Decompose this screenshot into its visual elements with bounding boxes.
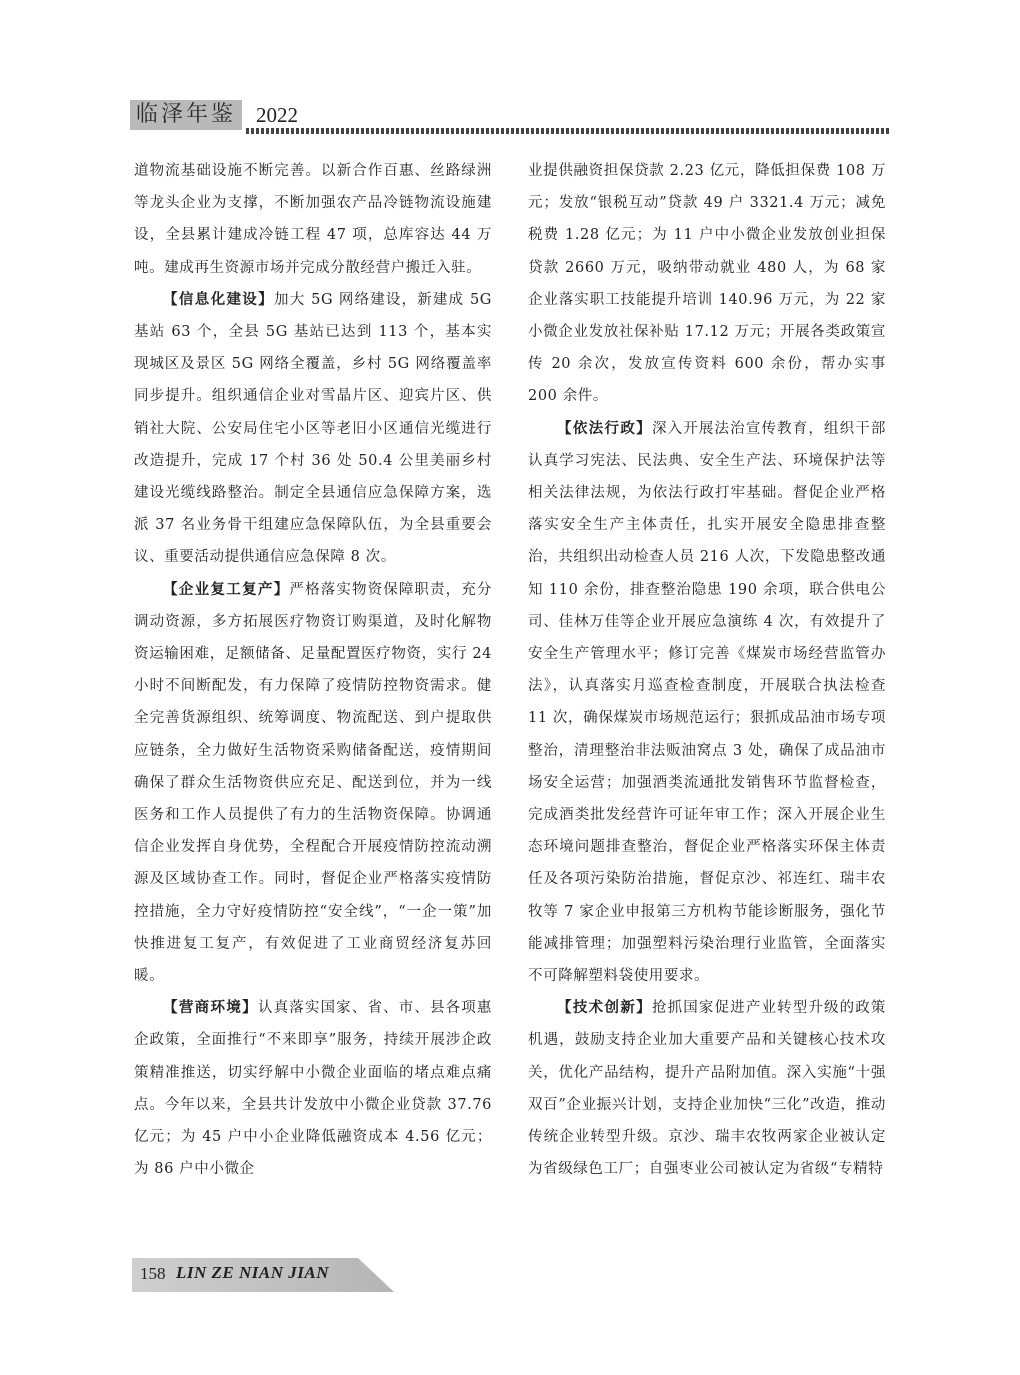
page-header: [130, 98, 890, 138]
section-heading-informatization: 【信息化建设】: [163, 291, 275, 308]
left-column: [134, 155, 492, 1186]
paragraph-text: 加大 5G 网络建设，新建成 5G 基站 63 个，全县 5G 基站已达到 113 个，基本实现城区及景区 5G 网络全覆盖，乡村 5G 网络覆盖率同步提升。组织通信企业对雪晶片区、迎宾片区、供销社大院、公安局住宅小区等老旧小区通信光缆进行改造提升，完成 17 个村 36 处 50.4 公里美丽乡村建设光缆线路整治。制定全县通信应急保障方案，选派 37 名业务骨干组建应急保障队伍，为全县重要会议、重要活动提供通信应急保障 8 次。: [134, 291, 492, 566]
section-heading-business-environment: 【营商环境】: [163, 1000, 259, 1017]
paragraph-tech-innovation: [528, 992, 886, 1185]
yearbook-year: 2022: [256, 103, 298, 127]
header-dotted-rule: [246, 128, 890, 134]
section-heading-law-administration: 【依法行政】: [557, 420, 653, 437]
paragraph-financing-continued: 业提供融资担保贷款 2.23 亿元，降低担保费 108 万元；发放“银税互动”贷款 49 户 3321.4 万元；减免税费 1.28 亿元；为 11 户中小微企业发放创业担保贷款 2660 万元，吸纳带动就业 480 人，为 68 家企业落实职工技能提升培训 140.96 万元，为 22 家小微企业发放社保补贴 17.12 万元；开展各类政策宣传 20 余次，发放宣传资料 600 余份，帮办实事 200 余件。: [528, 163, 886, 405]
section-heading-tech-innovation: 【技术创新】: [557, 1000, 653, 1017]
paragraph-text: 认真落实国家、省、市、县各项惠企政策，全面推行“不来即享”服务，持续开展涉企政策精准推送，切实纾解中小微企业面临的堵点难点痛点。今年以来，全县共计发放中小微企业贷款 37.76 亿元；为 45 户中小企业降低融资成本 4.56 亿元；为 86 户中小微企: [134, 1000, 492, 1178]
section-heading-resumption: 【企业复工复产】: [163, 581, 290, 598]
paragraph-business-environment: [134, 992, 492, 1185]
paragraph-law-administration: [528, 413, 886, 993]
paragraph-text: 严格落实物资保障职责，充分调动资源，多方拓展医疗物资订购渠道，及时化解物资运输困难，足额储备、足量配置医疗物资，实行 24 小时不间断配发，有力保障了疫情防控物资需求。健全完善货源组织、统筹调度、物流配送、到户提取供应链条，全力做好生活物资采购储备配送，疫情期间确保了群众生活物资供应充足、配送到位，并为一线医务和工作人员提供了有力的生活物资保障。协调通信企业发挥自身优势，全程配合开展疫情防控流动溯源及区域协查工作。同时，督促企业严格落实疫情防控措施，全力守好疫情防控“安全线”，“一企一策”加快推进复工复产，有效促进了工业商贸经济复苏回暖。: [134, 581, 492, 985]
paragraph-logistics-continued: 道物流基础设施不断完善。以新合作百惠、丝路绿洲等龙头企业为支撑，不断加强农产品冷链物流设施建设，全县累计建成冷链工程 47 项，总库容达 44 万吨。建成再生资源市场并完成分散经营户搬迁入驻。: [134, 163, 492, 276]
paragraph-text: 抢抓国家促进产业转型升级的政策机遇，鼓励支持企业加大重要产品和关键核心技术攻关，优化产品结构，提升产品附加值。深入实施“十强双百”企业振兴计划，支持企业加快“三化”改造，推动传统企业转型升级。京沙、瑞丰农牧两家企业被认定为省级绿色工厂；自强枣业公司被认定为省级“专精特: [528, 1000, 886, 1178]
paragraph-resumption: [134, 574, 492, 993]
journal-name: LIN ZE NIAN JIAN: [176, 1263, 329, 1282]
paragraph-informatization: [134, 284, 492, 574]
page-number: 158: [140, 1264, 166, 1283]
page-footer: [132, 1258, 394, 1292]
paragraph-text: 深入开展法治宣传教育，组织干部认真学习宪法、民法典、安全生产法、环境保护法等相关法律法规，为依法行政打牢基础。督促企业严格落实安全生产主体责任，扎实开展安全隐患排查整治，共组织出动检查人员 216 人次，下发隐患整改通知 110 余份，排查整治隐患 190 余项，联合供电公司、佳林万佳等企业开展应急演练 4 次，有效提升了安全生产管理水平；修订完善《煤炭市场经营监管办法》，认真落实月巡查检查制度，开展联合执法检查 11 次，确保煤炭市场规范运行；狠抓成品油市场专项整治，清理整治非法贩油窝点 3 处，确保了成品油市场安全运营；加强酒类流通批发销售环节监督检查，完成酒类批发经营许可证年审工作；深入开展企业生态环境问题排查整治，督促企业严格落实环保主体责任及各项污染防治措施，督促京沙、祁连红、瑞丰农牧等 7 家企业申报第三方机构节能诊断服务，强化节能减排管理；加强塑料污染治理行业监管，全面落实不可降解塑料袋使用要求。: [528, 420, 886, 985]
right-column: [528, 155, 886, 1186]
yearbook-title: 临泽年鉴: [130, 100, 242, 130]
